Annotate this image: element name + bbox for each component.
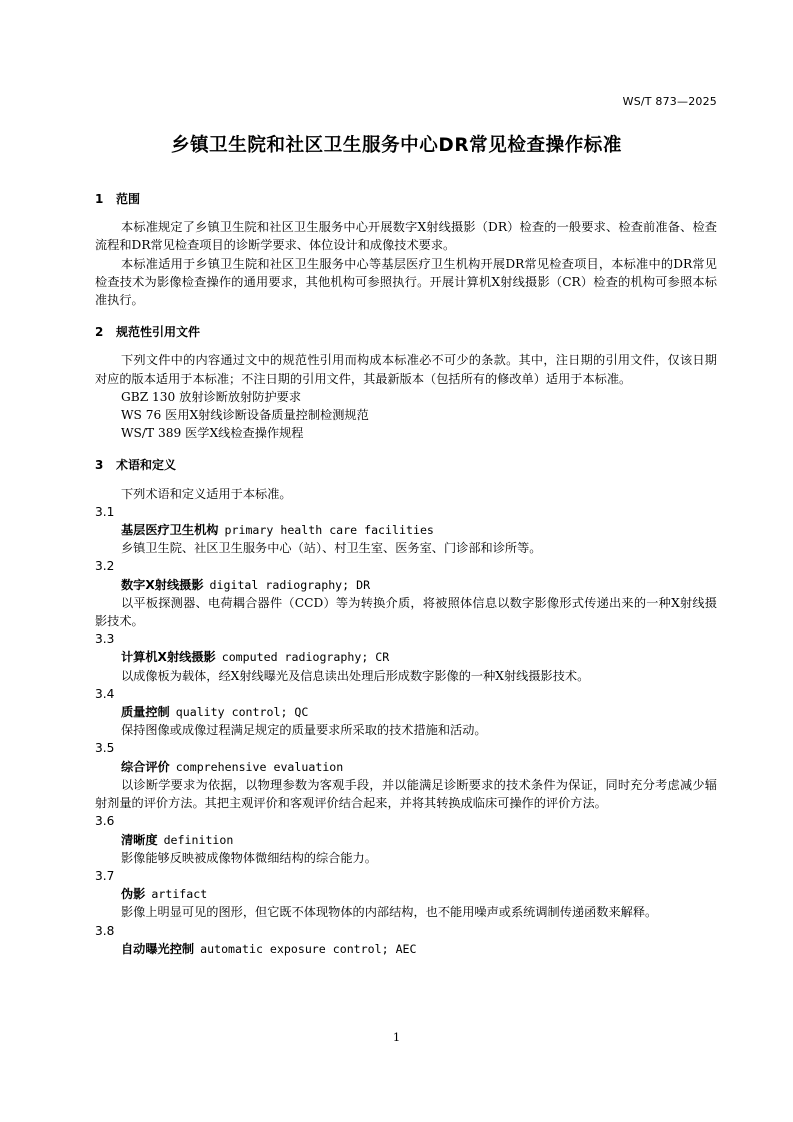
section-number: 2 [95,325,104,340]
term-en: primary health care facilities [224,523,434,538]
section-heading-scope [95,190,717,208]
term-number: 3.2 [95,559,115,574]
term-definition: 影像能够反映被成像物体微细结构的综合能力。 [121,850,377,865]
section-title: 术语和定义 [116,458,177,473]
term-zh: 清晰度 [121,832,158,847]
term-number: 3.5 [95,741,115,756]
term-name [95,576,717,594]
term-zh: 基层医疗卫生机构 [121,523,219,538]
term-name [95,521,717,539]
term-number: 3.3 [95,632,115,647]
term-zh: 数字X射线摄影 [121,577,204,592]
paragraph: 下列文件中的内容通过文中的规范性引用而构成本标准必不可少的条款。其中，注日期的引用文件，仅该日期对应的版本适用于本标准；不注日期的引用文件，其最新版本（包括所有的修改单）适用于本标准。 [95,353,717,386]
term-number: 3.1 [95,504,115,519]
term-name [95,703,717,721]
term-en: comprehensive evaluation [175,759,344,774]
term-zh: 综合评价 [121,759,170,774]
term-zh: 计算机X射线摄影 [121,650,216,665]
term-name [95,831,717,849]
term-en: quality control; QC [175,705,309,720]
term-number: 3.7 [95,868,115,883]
standard-code: WS/T 873—2025 [622,95,717,108]
page-number: 1 [392,1030,401,1044]
term-definition: 以平板探测器、电荷耦合器件（CCD）等为转换介质，将被照体信息以数字影像形式传递出来的一种X射线摄影技术。 [95,595,717,629]
term-number: 3.8 [95,923,115,938]
reference-item: WS 76 医用X射线诊断设备质量控制检测规范 [121,408,369,423]
term-definition: 以诊断学要求为依据，以物理参数为客观手段，并以能满足诊断要求的技术条件为保证，同时充分考虑减少辐射剂量的评价方法。其把主观评价和客观评价结合起来，并将其转换成临床可操作的评价方法。 [95,777,717,811]
section-number: 1 [95,192,104,206]
section-heading-terms [95,456,717,474]
term-name [95,648,717,666]
section-heading-normative-references [95,323,717,341]
term-definition: 以成像板为载体，经X射线曝光及信息读出处理后形成数字影像的一种X射线摄影技术。 [121,668,590,683]
term-zh: 自动曝光控制 [121,941,195,956]
section-title: 范围 [116,192,141,206]
term-name [95,885,717,903]
term-en: artifact [151,887,208,902]
term-en: digital radiography; DR [209,577,371,592]
term-zh: 伪影 [121,887,146,902]
term-en: automatic exposure control; AEC [200,941,417,956]
document-title: 乡镇卫生院和社区卫生服务中心DR常见检查操作标准 [170,135,622,156]
paragraph: 下列术语和定义适用于本标准。 [121,486,292,501]
section-number: 3 [95,458,104,473]
reference-item: WS/T 389 医学X线检查操作规程 [121,426,304,441]
term-number: 3.6 [95,814,115,829]
document-body [95,190,717,958]
term-number: 3.4 [95,686,115,701]
section-title: 规范性引用文件 [116,325,201,340]
term-definition: 影像上明显可见的图形，但它既不体现物体的内部结构，也不能用噪声或系统调制传递函数来解释。 [121,905,658,920]
reference-item: GBZ 130 放射诊断放射防护要求 [121,389,302,404]
term-definition: 乡镇卫生院、社区卫生服务中心（站）、村卫生室、医务室、门诊部和诊所等。 [121,541,542,556]
term-en: computed radiography; CR [221,650,390,665]
term-en: definition [163,832,234,847]
paragraph: 本标准适用于乡镇卫生院和社区卫生服务中心等基层医疗卫生机构开展DR常见检查项目，本标准中的DR常见检查技术为影像检查操作的通用要求，其他机构可参照执行。开展计算机X射线摄影（CR）检查的机构可参照本标准执行。 [95,256,717,308]
paragraph: 本标准规定了乡镇卫生院和社区卫生服务中心开展数字X射线摄影（DR）检查的一般要求、检查前准备、检查流程和DR常见检查项目的诊断学要求、体位设计和成像技术要求。 [95,220,717,253]
term-zh: 质量控制 [121,705,170,720]
term-definition: 保持图像或成像过程满足规定的质量要求所采取的技术措施和活动。 [121,723,487,738]
term-name [95,940,717,958]
term-name [95,758,717,776]
